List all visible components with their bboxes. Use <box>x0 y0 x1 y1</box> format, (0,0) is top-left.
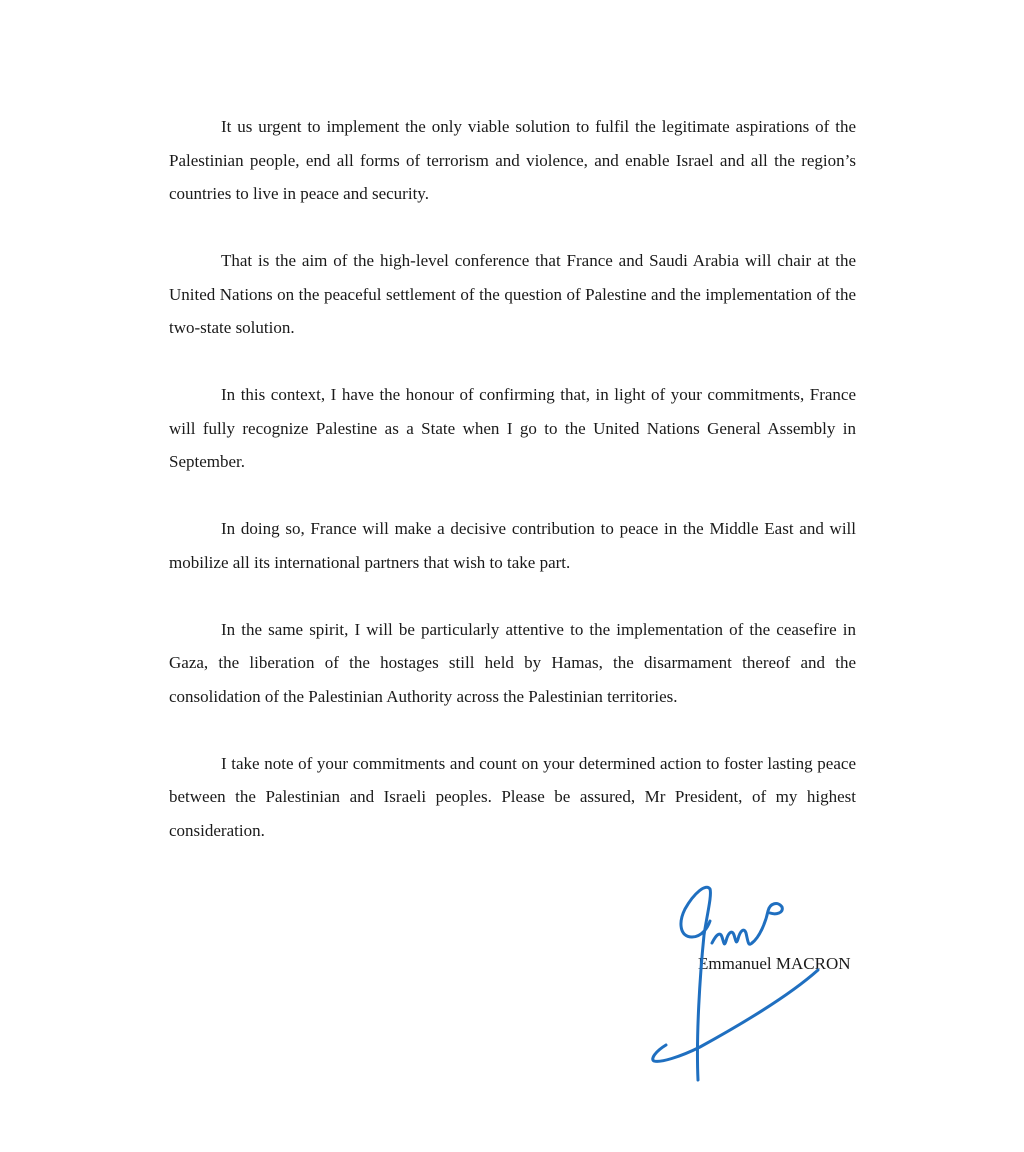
letter-body <box>169 110 856 881</box>
signature-stroke <box>752 904 782 943</box>
paragraph-4: In doing so, France will make a decisive contribution to peace in the Middle East and will mobilize all its international partners that wish to take part. <box>169 519 856 572</box>
signature-stroke <box>653 970 818 1061</box>
paragraph-1: It us urgent to implement the only viable solution to fulfil the legitimate aspirations of the Palestinian people, end all forms of terrorism and violence, and enable Israel and all the region’s countries to live in peace and security. <box>169 117 856 203</box>
signatory-name: Emmanuel MACRON <box>698 954 851 973</box>
paragraph-6: I take note of your commitments and count on your determined action to foster lasting peace between the Palestinian and Israeli peoples. Please be assured, Mr President, of my highest consideration. <box>169 753 856 840</box>
signature-block <box>640 875 870 1095</box>
signature-stroke <box>712 930 752 944</box>
handwritten-signature <box>640 875 870 1095</box>
signature-stroke <box>681 887 710 1080</box>
paragraph-3: In this context, I have the honour of confirming that, in light of your commitments, France will fully recognize Palestine as a State when I go to the United Nations General Assembly in September. <box>169 385 856 471</box>
paragraph-5: In the same spirit, I will be particularly attentive to the implementation of the ceasefire in Gaza, the liberation of the hostages still held by Hamas, the disarmament thereof and the consolidation of the Palestinian Authority across the Palestinian territories. <box>169 619 856 706</box>
paragraph-2: That is the aim of the high-level conference that France and Saudi Arabia will chair at the United Nations on the peaceful settlement of the question of Palestine and the implementation of the two-state solution. <box>169 251 856 337</box>
